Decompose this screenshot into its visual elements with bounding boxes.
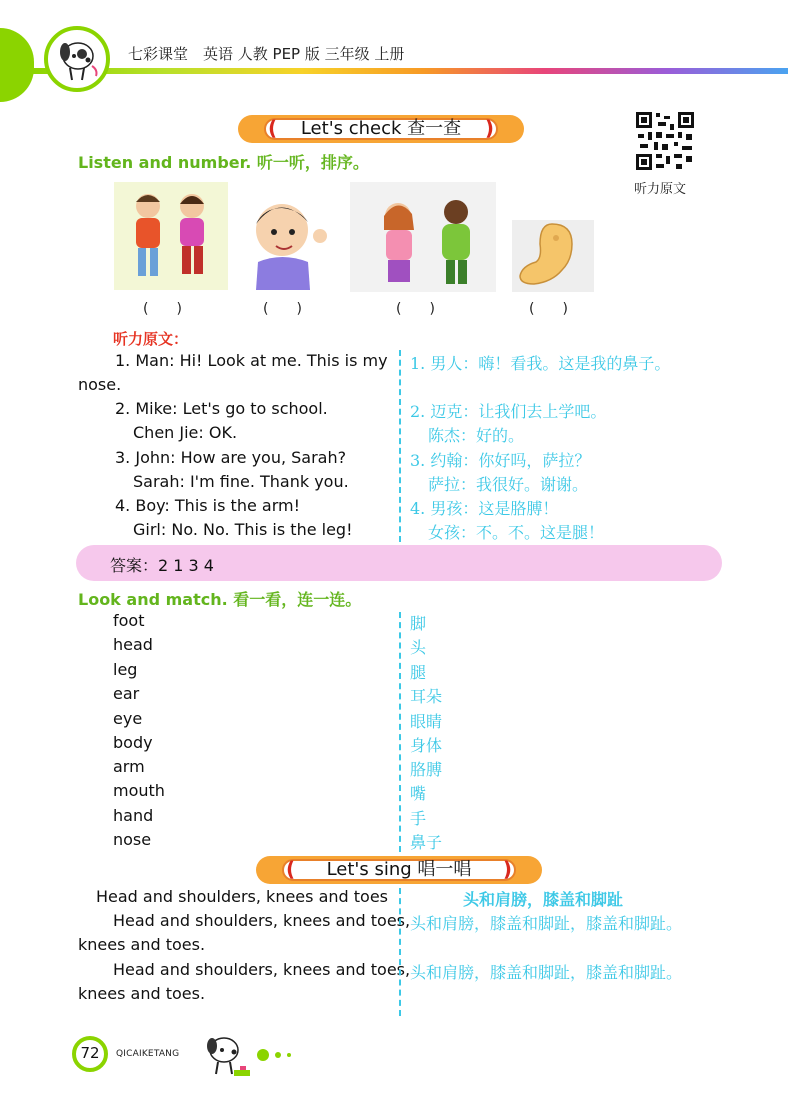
answer-bracket-1[interactable]: ( ) [143,301,182,317]
qr-code-icon[interactable] [634,110,696,172]
match-word[interactable]: foot [113,611,145,630]
lets-check-banner: ( ) Let's check 查一查 [238,115,524,143]
answer-bracket-2[interactable]: ( ) [263,301,302,317]
match-word[interactable]: leg [113,660,138,679]
listen-instruction: Listen and number. 听一听，排序。 [78,153,369,172]
match-divider [399,612,401,852]
lets-check-title: Let's check 查一查 [300,118,462,139]
match-word[interactable]: body [113,733,153,752]
picture-boy-girl-walking [114,182,228,290]
match-meaning[interactable]: 耳朵 [410,687,443,706]
transcript-heading: 听力原文： [113,330,189,348]
qr-caption: 听力原文 [634,182,687,197]
song-en-line: Head and shoulders, knees and toes [96,887,388,906]
header-rainbow-line [28,68,788,74]
song-en-line: Head and shoulders, knees and toes, [113,911,411,930]
transcript-en-line: Sarah: I'm fine. Thank you. [133,472,349,491]
transcript-cn-line: 1. 男人：嗨！看我。这是我的鼻子。 [410,354,671,373]
transcript-cn-line: 陈杰：好的。 [428,426,525,445]
lets-sing-banner: ( ) Let's sing 唱一唱 [256,856,542,884]
match-word[interactable]: arm [113,757,145,776]
page-number: 72 [80,1044,100,1062]
match-word[interactable]: mouth [113,781,165,800]
match-meaning[interactable]: 嘴 [410,784,427,803]
header-mascot-badge [44,26,110,92]
song-cn-line: 头和肩膀，膝盖和脚趾，膝盖和脚趾。 [410,914,683,933]
header-left-tab [0,28,34,102]
match-word[interactable]: hand [113,806,154,825]
match-meaning[interactable]: 眼睛 [410,712,443,731]
transcript-divider [399,350,401,542]
transcript-cn-line: 3. 约翰：你好吗，萨拉？ [410,451,591,470]
answer-bracket-3[interactable]: ( ) [396,301,435,317]
match-instruction: Look and match. 看一看，连一连。 [78,590,362,609]
match-meaning[interactable]: 胳膊 [410,760,443,779]
match-meaning[interactable]: 手 [410,809,427,828]
match-meaning[interactable]: 腿 [410,663,427,682]
transcript-cn-line: 女孩：不。不。这是腿！ [428,523,605,542]
header-title: 七彩课堂 英语 人教 PEP 版 三年级 上册 [128,45,405,63]
transcript-cn-line: 4. 男孩：这是胳膊！ [410,499,559,518]
transcript-en-line: Chen Jie: OK. [133,423,238,442]
footer-dot [257,1049,269,1061]
picture-girl-and-boy-talking [350,182,496,292]
match-meaning[interactable]: 身体 [410,736,443,755]
picture-foot [512,220,594,292]
footer-dot [275,1052,281,1058]
transcript-en-line: 2. Mike: Let's go to school. [115,399,328,418]
match-meaning[interactable]: 鼻子 [410,833,443,852]
dog-mascot-icon [48,30,106,88]
answer-bracket-4[interactable]: ( ) [529,301,568,317]
transcript-en-line: nose. [78,375,122,394]
match-word[interactable]: nose [113,830,152,849]
song-en-line: knees and toes. [78,984,206,1003]
transcript-en-line: 1. Man: Hi! Look at me. This is my [115,351,388,370]
footer-brand: QICAIKETANG [116,1049,180,1059]
transcript-cn-line: 萨拉：我很好。谢谢。 [428,475,589,494]
song-divider [399,888,401,1016]
match-word[interactable]: head [113,635,153,654]
song-cn-line: 头和肩膀，膝盖和脚趾，膝盖和脚趾。 [410,963,683,982]
transcript-en-line: Girl: No. No. This is the leg! [133,520,353,539]
song-en-line: Head and shoulders, knees and toes, [113,960,411,979]
transcript-cn-line: 2. 迈克：让我们去上学吧。 [410,402,607,421]
transcript-en-line: 3. John: How are you, Sarah? [115,448,347,467]
match-meaning[interactable]: 脚 [410,614,427,633]
match-word[interactable]: eye [113,709,143,728]
dog-mascot-icon [198,1030,254,1080]
match-word[interactable]: ear [113,684,140,703]
footer-dot [287,1053,291,1057]
answer-text: 答案：2 1 3 4 [110,556,214,575]
lets-sing-title: Let's sing 唱一唱 [326,859,472,880]
song-cn-title: 头和肩膀，膝盖和脚趾 [463,890,624,909]
match-meaning[interactable]: 头 [410,638,427,657]
song-en-line: knees and toes. [78,935,206,954]
transcript-en-line: 4. Boy: This is the arm! [115,496,300,515]
picture-boy-pointing [240,192,336,290]
